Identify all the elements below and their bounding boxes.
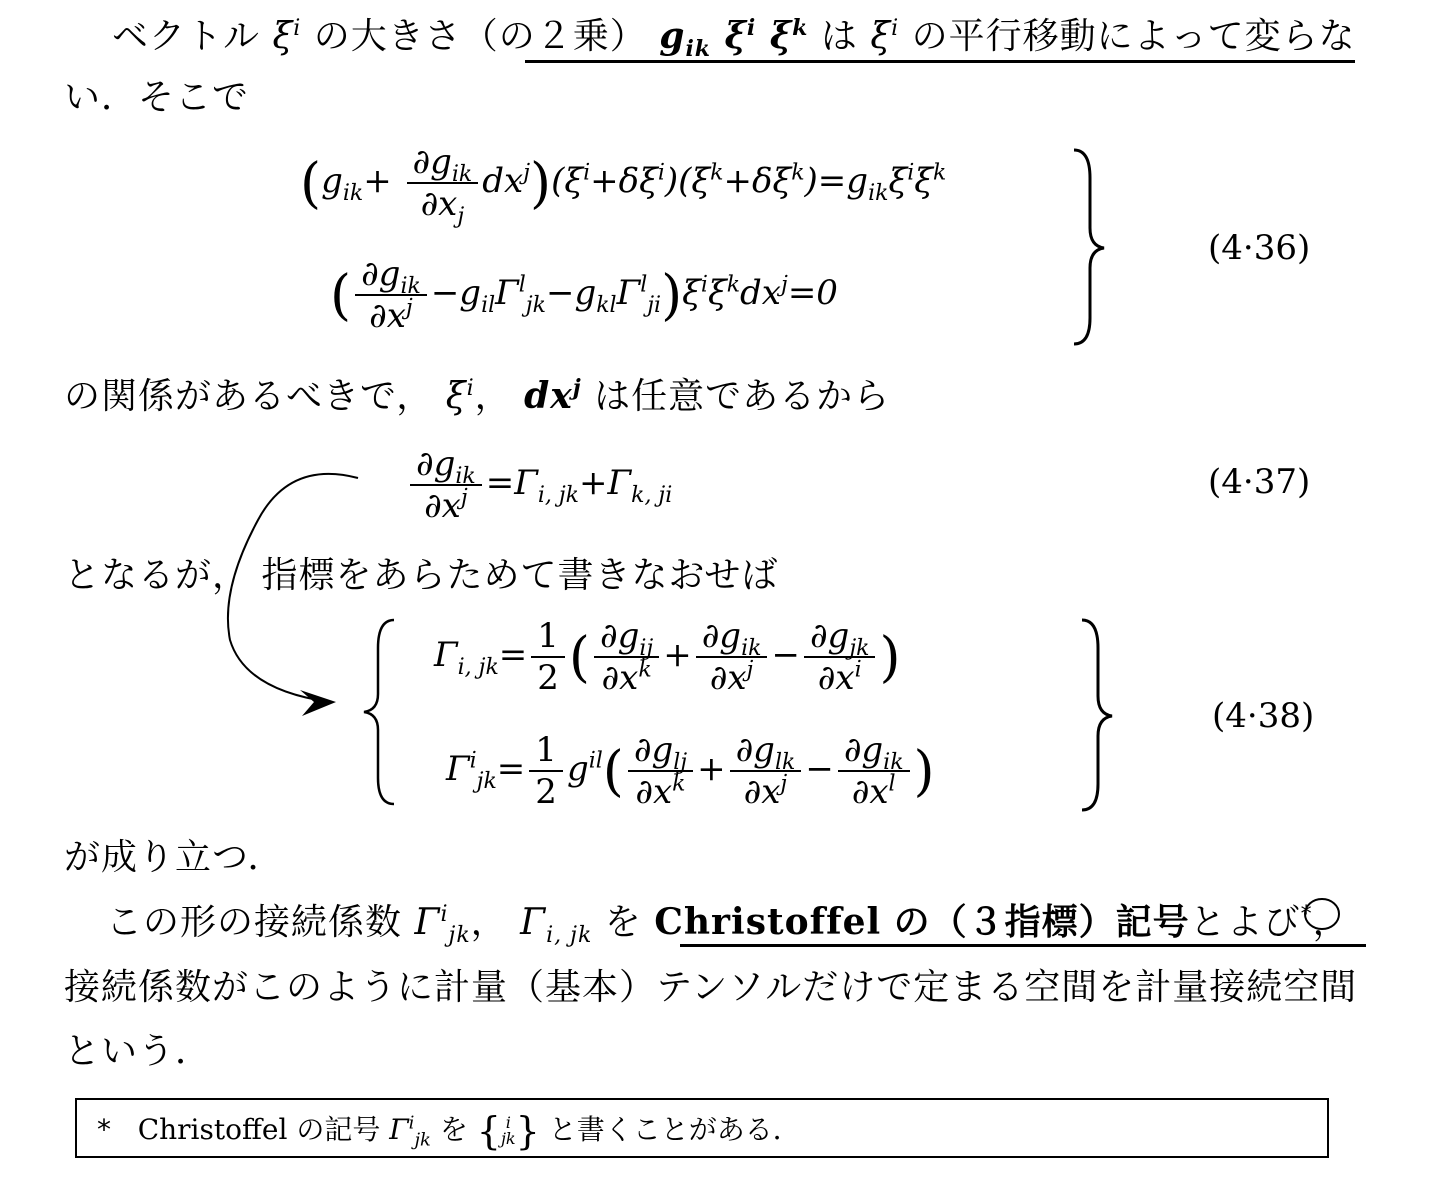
handwritten-circle	[1300, 892, 1344, 936]
brace-bottom: jk	[500, 1129, 516, 1148]
xi-symbol: $\xi^i$	[870, 16, 900, 57]
xi-symbol: $\xi^i$	[272, 16, 302, 57]
fraction: $\frac{\partial g_{lk}}{\partial x^j}$	[730, 730, 802, 812]
fraction: $\frac{\partial g_{lj}}{\partial x^k}$	[628, 730, 693, 812]
comma: ，	[470, 902, 508, 943]
text: の記号	[296, 1113, 381, 1146]
footnote-mark: *	[1300, 902, 1313, 927]
text: 接続係数がこのように計量（基本）テンソルだけで定まる空間を計量接続空間	[64, 967, 1358, 1008]
text: を	[604, 902, 642, 943]
text: となるが，	[64, 555, 250, 596]
gamma-symbol: $\Gamma^i_{jk}$	[414, 902, 471, 949]
left-brace-4-38	[358, 618, 398, 808]
text: 指標をあらためて書きなおせば	[261, 555, 779, 596]
equation-number-4-38: (4·38)	[1212, 696, 1315, 736]
text: は	[820, 16, 858, 57]
equation-4-38-line1: $\Gamma_{i, jk}=$ $\frac{1}{2}$ ( $\frac{\partial g_{ij}}{\partial x^k}$ + $\frac{\partial g_{ik}}{\partial x^j}$ − $\frac{\partial g_{jk}}{\partial x^i}$ )	[434, 616, 901, 698]
equation-4-36-line1: ($g_{ik}+$ $\frac{\partial g_{ik}}{\partial x_j}$ $dx^j)(\xi^i+\delta\xi^i)(\xi^k+\delta\xi^k)=g_{ik}\xi^i\xi^k$	[300, 142, 947, 229]
text: この形の接続係数	[106, 902, 403, 943]
xi-symbol: $\xi^i$	[445, 376, 475, 417]
fraction: $\frac{\partial g_{ik}}{\partial x^l}$	[838, 730, 910, 812]
text: の平行移動によって変らな	[911, 16, 1356, 57]
brace-top: i	[505, 1113, 511, 1132]
comma: ，	[474, 376, 512, 417]
equation-number-4-37: (4·37)	[1208, 462, 1311, 502]
christoffel-brace: { i jk }	[476, 1109, 540, 1153]
equation-4-36-line2: ( $\frac{\partial g_{ik}}{\partial x^j}$ $-g_{il}\Gamma^l_{jk}-g_{kl}\Gamma^l_{ji})\xi^i\xi^kdx^j=0$	[330, 254, 838, 336]
text: とよび	[1189, 902, 1301, 943]
fraction: $\frac{\partial g_{ik}}{\partial x_j}$	[407, 142, 479, 224]
text: ベクトル	[112, 16, 261, 57]
gamma-symbol: $\Gamma_{i, jk}$	[520, 902, 593, 949]
equation-4-38-line2: $\Gamma^i_{jk}=$ $\frac{1}{2}$ $g^{il}$( $\frac{\partial g_{lj}}{\partial x^k}$ + $\frac{\partial g_{lk}}{\partial x^j}$ − $\frac{\partial g_{ik}}{\partial x^l}$ )	[446, 730, 935, 812]
equation-number-4-36: (4·36)	[1208, 228, 1311, 268]
christoffel-name: Christoffel	[654, 901, 882, 943]
text: い．そこで	[64, 77, 250, 118]
comma: ，	[1312, 902, 1350, 943]
fraction: $\frac{\partial g_{ij}}{\partial x^k}$	[594, 616, 659, 698]
text: という．	[64, 1031, 213, 1072]
paragraph4	[64, 836, 285, 880]
paragraph5-line3	[64, 1030, 212, 1074]
paragraph3	[64, 554, 778, 598]
text: は任意であるから	[594, 376, 891, 417]
text: の大きさ（の２乗）	[313, 16, 647, 57]
fraction-half: $\frac{1}{2}$	[531, 616, 565, 698]
fraction: $\frac{\partial g_{ik}}{\partial x^j}$	[355, 254, 427, 336]
footnote-mark: *	[97, 1113, 111, 1146]
equation-4-37: $\frac{\partial g_{ik}}{\partial x^j}$ $=\Gamma_{i, jk}+\Gamma_{k, ji}$	[406, 444, 672, 526]
text: の（３指標）記号	[893, 902, 1190, 943]
fraction: $\frac{\partial g_{ik}}{\partial x^j}$	[410, 444, 482, 526]
fraction: $\frac{\partial g_{ik}}{\partial x^j}$	[696, 616, 768, 698]
gamma-symbol: $\Gamma^i_{jk}$	[389, 1112, 431, 1151]
footnote-box	[75, 1098, 1329, 1158]
text: の関係があるべきで，	[64, 376, 434, 417]
fraction-half: $\frac{1}{2}$	[529, 730, 563, 812]
text: を	[439, 1113, 468, 1146]
right-brace-4-38	[1078, 618, 1118, 814]
paragraph5-line1	[106, 900, 1350, 949]
footnote-text	[97, 1108, 801, 1153]
metric-symbol: $g_{ik}$ $\xi^i$ $\xi^k$	[659, 15, 809, 63]
christoffel-name: Christoffel	[137, 1113, 288, 1146]
fraction: $\frac{\partial g_{jk}}{\partial x^i}$	[804, 616, 876, 698]
dx-symbol: $dx^j$	[524, 375, 582, 417]
text: と書くことがある．	[548, 1113, 801, 1146]
paragraph5-line2	[64, 966, 1357, 1010]
handwritten-underline-2	[680, 944, 1366, 947]
text: が成り立つ．	[64, 837, 285, 878]
